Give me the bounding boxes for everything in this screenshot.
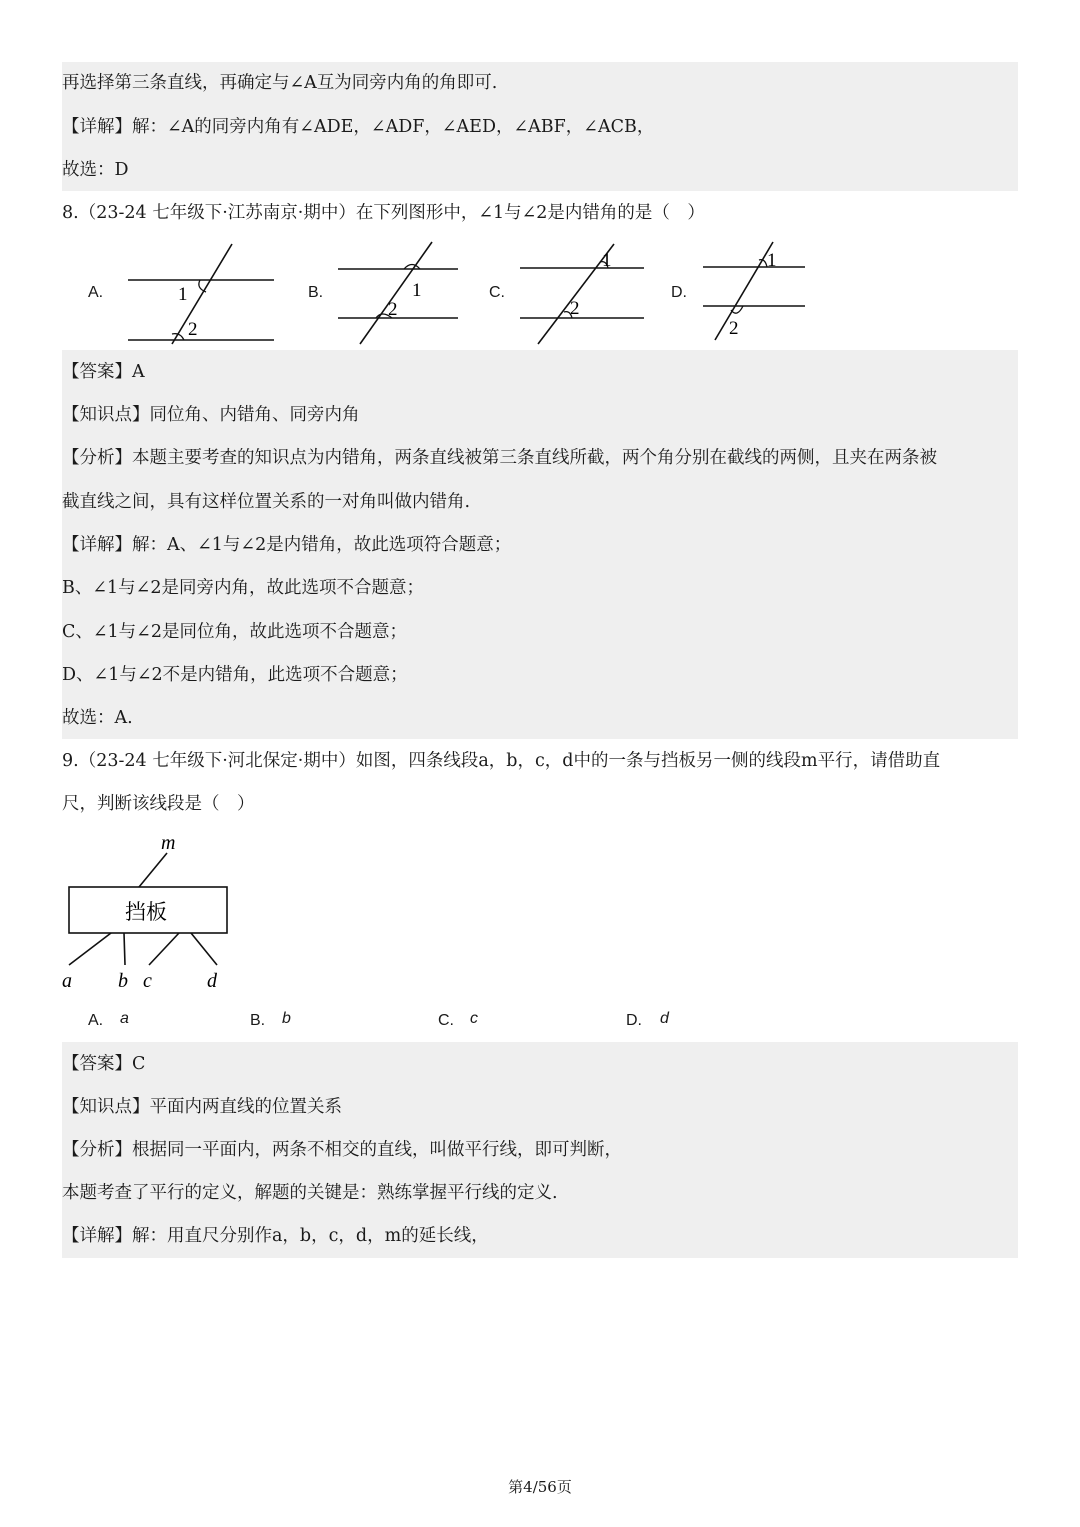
q8-figure-c: [514, 240, 649, 346]
q8-option-a-label: A.: [88, 284, 104, 301]
q9-figure: [55, 825, 245, 995]
q9-label-m: m: [161, 832, 176, 854]
q8-answer: 【答案】A: [62, 362, 145, 382]
q9-label-a: a: [62, 970, 72, 992]
q8-d-angle-2: 2: [729, 318, 739, 339]
q9-analysis-2: 本题考查了平行的定义，解题的关键是：熟练掌握平行线的定义.: [62, 1183, 558, 1203]
prev-detail-line: 【详解】解：∠A的同旁内角有∠ADE，∠ADF，∠AED，∠ABF，∠ACB，: [62, 117, 655, 137]
q9-analysis-1: 【分析】根据同一平面内，两条不相交的直线，叫做平行线，即可判断，: [62, 1140, 622, 1160]
q9-option-d-label: D.: [626, 1012, 642, 1029]
q8-figure-b: [332, 240, 462, 346]
q8-stem: 8.（23-24 七年级下·江苏南京·期中）在下列图形中，∠1与∠2是内错角的是（ ）: [62, 203, 705, 223]
q8-option-d-label: D.: [671, 284, 687, 301]
q9-option-c-label: C.: [438, 1012, 454, 1029]
q8-choice: 故选：A.: [62, 708, 133, 728]
q8-knowledge: 【知识点】同位角、内错角、同旁内角: [62, 405, 360, 425]
q8-c-angle-1: 1: [602, 250, 612, 271]
q9-option-b-label: B.: [250, 1012, 266, 1029]
q8-b-angle-2: 2: [388, 299, 398, 320]
q9-option-a-label: A.: [88, 1012, 104, 1029]
q9-option-d-value: d: [660, 1010, 669, 1027]
q8-detail-4: D、∠1与∠2不是内错角，此选项不合题意；: [62, 665, 408, 685]
q8-a-angle-1: 1: [178, 284, 188, 305]
q8-option-b-label: B.: [308, 284, 324, 301]
q8-d-angle-1: 1: [767, 250, 777, 271]
q8-a-angle-2: 2: [188, 319, 198, 340]
q8-detail-2: B、∠1与∠2是同旁内角，故此选项不合题意；: [62, 578, 424, 598]
q9-option-c-value: c: [470, 1010, 478, 1027]
prev-choice-line: 故选：D: [62, 160, 129, 180]
q8-b-angle-1: 1: [412, 280, 422, 301]
q8-detail-1: 【详解】解：A、∠1与∠2是内错角，故此选项符合题意；: [62, 535, 512, 555]
q9-stem-2: 尺，判断该线段是（ ）: [62, 794, 255, 814]
q8-c-angle-2: 2: [570, 298, 580, 319]
q8-analysis-1: 【分析】本题主要考查的知识点为内错角，两条直线被第三条直线所截，两个角分别在截线的两侧，且夹在两条被: [62, 448, 937, 468]
q9-label-d: d: [207, 970, 217, 992]
q8-figure-d: [697, 240, 812, 346]
q8-analysis-2: 截直线之间，具有这样位置关系的一对角叫做内错角.: [62, 492, 471, 512]
q9-answer: 【答案】C: [62, 1054, 146, 1074]
q9-option-a-value: a: [120, 1010, 129, 1027]
q9-label-c: c: [143, 970, 152, 992]
page-number: 第4/56页: [508, 1478, 572, 1496]
prev-hint-line: 再选择第三条直线，再确定与∠A互为同旁内角的角即可.: [62, 73, 498, 93]
q8-option-c-label: C.: [489, 284, 505, 301]
q9-stem-1: 9.（23-24 七年级下·河北保定·期中）如图，四条线段a，b，c，d中的一条与挡板另一侧的线段m平行，请借助直: [62, 751, 941, 771]
q9-detail: 【详解】解：用直尺分别作a，b，c，d，m的延长线，: [62, 1226, 489, 1246]
q9-knowledge: 【知识点】平面内两直线的位置关系: [62, 1097, 342, 1117]
q9-board-label: 挡板: [125, 900, 167, 924]
q8-detail-3: C、∠1与∠2是同位角，故此选项不合题意；: [62, 622, 407, 642]
q8-figure-a: [120, 240, 280, 346]
q9-option-b-value: b: [282, 1010, 291, 1027]
q9-label-b: b: [118, 970, 128, 992]
